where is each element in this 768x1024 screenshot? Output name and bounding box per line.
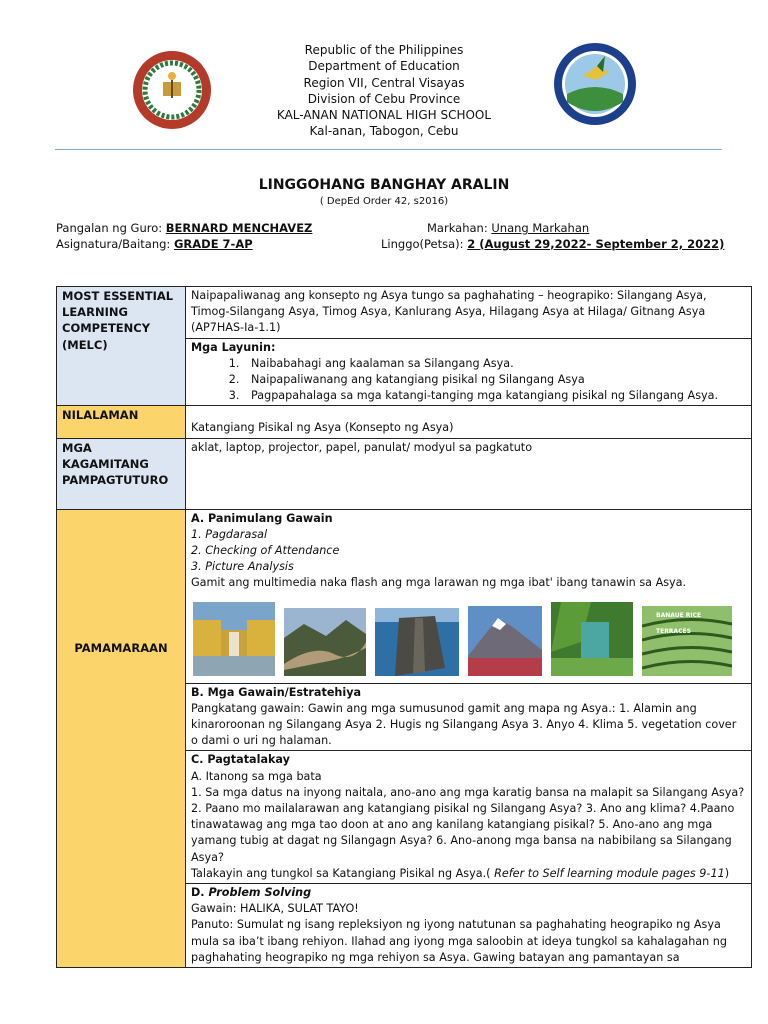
section-b-title: B. Mga Gawain/Estratehiya bbox=[191, 685, 362, 699]
section-a-title: A. Panimulang Gawain bbox=[191, 511, 333, 525]
materials-text: aklat, laptop, projector, papel, panulat/ modyul sa pagkatuto bbox=[186, 438, 752, 509]
melc-label: MOST ESSENTIAL LEARNING COMPETENCY (MELC) bbox=[57, 287, 186, 406]
subject-label: Asignatura/Baitang: bbox=[56, 237, 174, 251]
teacher-line bbox=[56, 221, 312, 235]
rice-terraces-photo bbox=[642, 606, 732, 676]
section-c-text: 1. Sa mga datus na inyong naitala, ano-ano ang mga karatig bansa na malapit sa Silangang Asya? 2. Paano mo mailalarawan ang katangiang pisikal ng Silangang Asya? 3. Ano ang klima? 4.Paano tinawatawag ang mga tao doon at ano ang kanilang katangiang pisikal? 5. Ano-ano ang mga yamang tubig at dagat ng Silangagn Asya? 6. Ano-anong mga bansa na nabibilang sa Silangang Asya? bbox=[191, 785, 745, 864]
letterhead bbox=[0, 42, 768, 140]
section-d-prefix: D. bbox=[191, 886, 209, 900]
letterhead-line: Republic of the Philippines bbox=[304, 43, 464, 57]
section-c-subtitle: A. Itanong sa mga bata bbox=[191, 769, 322, 783]
week-value: 2 (August 29,2022- September 2, 2022) bbox=[467, 237, 725, 251]
section-a-item: 1. Pagdarasal bbox=[191, 527, 268, 541]
section-d-name: Problem Solving bbox=[208, 886, 312, 900]
quarter-value: Unang Markahan bbox=[491, 221, 590, 235]
coastal-rocks-photo bbox=[375, 608, 459, 676]
section-d-title bbox=[191, 885, 746, 901]
waterfall-photo bbox=[551, 602, 633, 676]
quarter-label: Markahan: bbox=[427, 221, 492, 235]
quarter-line bbox=[427, 221, 589, 235]
objectives-title: Mga Layunin: bbox=[191, 340, 276, 354]
document-subtitle: ( DepEd Order 42, s2016) bbox=[319, 196, 449, 207]
section-a-item: 2. Checking of Attendance bbox=[191, 544, 340, 558]
melc-text: Naipapaliwanag ang konsepto ng Asya tungo sa paghahating – heograpiko: Silangang Asya, Timog-Silangang Asya, Timog Asya, Kanlurang Asya, Hilagang Asya at Hilaga/ Gitnang Asya (AP7HAS-Ia-1.1) bbox=[186, 287, 752, 339]
subject-line bbox=[56, 237, 253, 251]
objective-item: 3. Pagpapahalaga sa mga katangi-tanging mga katangiang pisikal ng Silangang Asya. bbox=[243, 388, 746, 404]
section-c-note bbox=[191, 866, 746, 882]
mountain-photo bbox=[468, 606, 542, 676]
objectives-list bbox=[191, 356, 746, 405]
content-label: NILALAMAN bbox=[57, 406, 186, 438]
teacher-name: BERNARD MENCHAVEZ bbox=[165, 221, 313, 235]
section-b-text: Pangkatang gawain: Gawin ang mga sumusunod gamit ang mapa ng Asya.: 1. Alamin ang kinaroroonan ng Silangang Asya 2. Hugis ng Silangang Asya 3. Anyo 4. Klima 5. vegetation cover o dami o uri ng halaman. bbox=[191, 701, 737, 748]
document-title: LINGGOHANG BANGHAY ARALIN bbox=[258, 177, 510, 193]
section-c-title: C. Pagtatalakay bbox=[191, 753, 290, 767]
procedure-c-cell bbox=[186, 751, 752, 884]
great-wall-photo bbox=[284, 608, 366, 676]
letterhead-line: Region VII, Central Visayas bbox=[303, 75, 465, 90]
procedure-label: PAMAMARAAN bbox=[57, 509, 186, 967]
objectives-cell bbox=[186, 338, 752, 406]
picture-strip bbox=[191, 592, 746, 682]
procedure-b-cell bbox=[186, 683, 752, 751]
materials-row bbox=[57, 438, 752, 509]
teacher-label: Pangalan ng Guro: bbox=[56, 221, 166, 235]
section-d-subtitle: Gawain: HALIKA, SULAT TAYO! bbox=[191, 902, 359, 916]
subject-value: GRADE 7-AP bbox=[173, 237, 253, 251]
week-line bbox=[381, 237, 724, 251]
procedure-a-row bbox=[57, 509, 752, 683]
materials-label: MGA KAGAMITANG PAMPAGTUTURO bbox=[57, 438, 186, 509]
procedure-d-cell bbox=[186, 884, 752, 968]
week-label: Linggo(Petsa): bbox=[381, 237, 468, 251]
lesson-plan-table bbox=[56, 286, 752, 968]
section-a-item: 3. Picture Analysis bbox=[191, 560, 294, 574]
section-d-text: Panuto: Sumulat ng isang repleksiyon ng iyong natutunan sa paghahating heograpiko ng Asya mula sa iba’t ibang rehiyon. Ilahad ang iyong mga saloobin at ideya tungkol sa kahalagahan ng paghahating heograpiko ng mga rehiyon sa Asya. Gawing batayan ang pamantayan sa bbox=[191, 918, 727, 964]
rice-terraces-caption: BANAUE RICE TERRACES bbox=[656, 611, 702, 635]
letterhead-line: KAL-ANAN NATIONAL HIGH SCHOOL bbox=[276, 108, 492, 123]
objective-item: 1. Naibabahagi ang kaalaman sa Silangang Asya. bbox=[243, 356, 746, 372]
section-c-note-text: Talakayin ang tungkol sa Katangiang Pisikal ng Asya.( bbox=[191, 866, 491, 880]
objective-item: 2. Naipapaliwanang ang katangiang pisikal ng Silangang Asya bbox=[243, 372, 746, 388]
letterhead-line: Department of Education bbox=[308, 59, 460, 74]
procedure-a-cell bbox=[186, 509, 752, 683]
letterhead-line: Kal-anan, Tabogon, Cebu bbox=[309, 124, 459, 139]
section-a-text: Gamit ang multimedia naka flash ang mga larawan ng mga ibat' ibang tanawin sa Asya. bbox=[191, 576, 687, 590]
park-walkway-photo bbox=[193, 602, 275, 676]
content-text: Katangiang Pisikal ng Asya (Konsepto ng Asya) bbox=[186, 406, 752, 438]
module-reference: Refer to Self learning module pages 9-11 bbox=[490, 866, 725, 880]
letterhead-line: Division of Cebu Province bbox=[307, 91, 461, 106]
section-c-note-end: ) bbox=[724, 866, 730, 880]
melc-row bbox=[57, 287, 752, 339]
header-divider bbox=[55, 149, 722, 150]
content-row bbox=[57, 406, 752, 438]
